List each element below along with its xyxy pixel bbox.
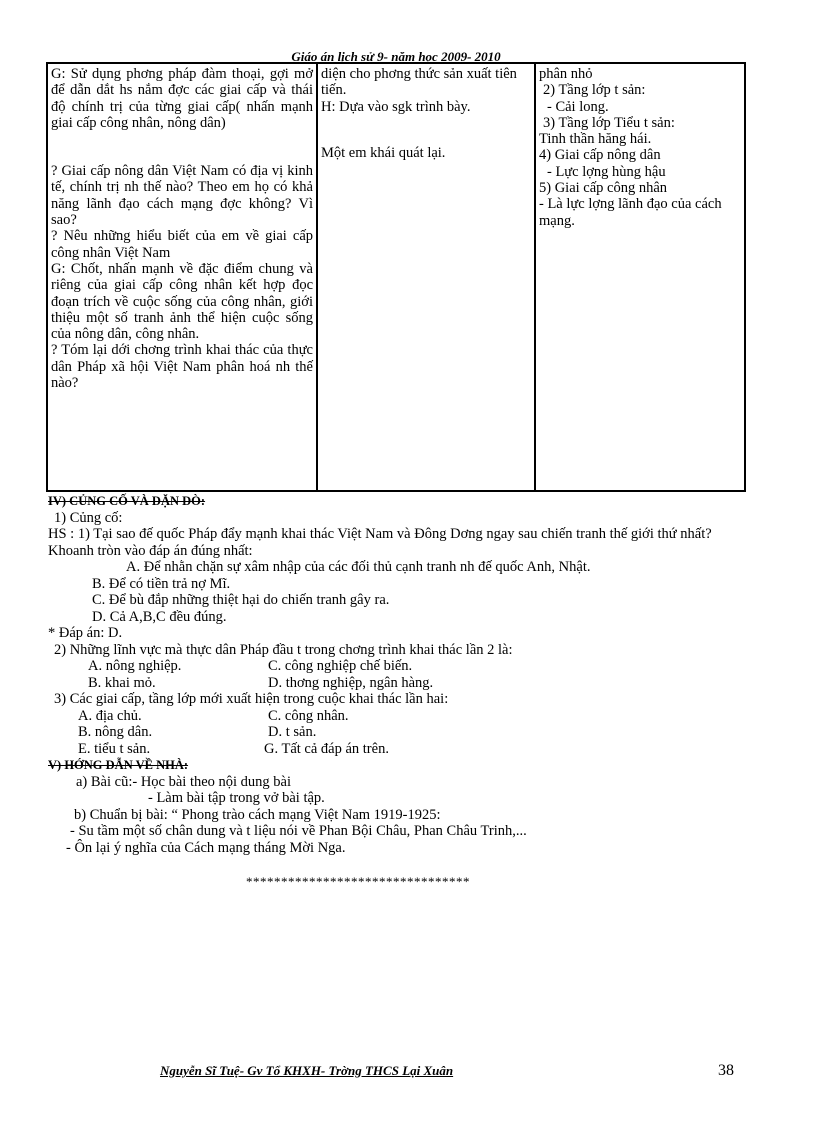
section-4-subtitle: 1) Củng cố: — [54, 509, 123, 526]
q2-options-row-2 — [48, 675, 748, 692]
q3-options-row-2 — [48, 724, 748, 741]
col1-para-5: ? Tóm lại dới chơng trình khai thác của thực dân Pháp xã hội Việt Nam phân hoá nh thế nào? — [51, 342, 313, 392]
col3-line-8: 5) Giai cấp công nhân — [539, 180, 668, 197]
q3-option-c: C. công nhân. — [268, 707, 349, 724]
q3-options-row-1 — [48, 708, 748, 725]
q3-option-e: E. tiểu t sản. — [78, 740, 151, 757]
section-4-title: IV) CỦNG CỐ VÀ DẶN DÒ: — [48, 494, 206, 508]
col3-line-3: - Cải long. — [547, 98, 609, 115]
col3-line-1: phân nhỏ — [539, 66, 593, 82]
q2-option-b: B. khai mỏ. — [88, 674, 156, 691]
col3-line-5: Tinh thần hăng hái. — [539, 131, 652, 148]
question-1: HS : 1) Tại sao đế quốc Pháp đẩy mạnh khai thác Việt Nam và Đông Dơng ngay sau chiến tranh thế giới thứ nhất? Khoanh tròn vào đáp án đúng nhất: — [48, 526, 712, 559]
col3-line-6: 4) Giai cấp nông dân — [539, 147, 661, 164]
page-header: Giáo án lịch sử 9- năm học 2009- 2010 — [291, 49, 501, 64]
col3-line-7: - Lực lợng hùng hậu — [547, 163, 666, 180]
lesson-body — [48, 493, 748, 856]
teacher-activities-cell — [47, 63, 317, 491]
lesson-table — [46, 62, 746, 492]
page-footer: Nguyễn Sĩ Tuệ- Gv Tổ KHXH- Trờng THCS Lại Xuân — [160, 1063, 454, 1078]
question-2: 2) Những lĩnh vực mà thực dân Pháp đầu t trong chơng trình khai thác lần 2 là: — [54, 641, 513, 658]
homework-exercises: - Làm bài tập trong vở bài tập. — [148, 790, 325, 806]
col3-line-2: 2) Tầng lớp t sản: — [543, 82, 646, 99]
homework-old-lesson: a) Bài cũ:- Học bài theo nội dung bài — [76, 773, 292, 790]
col2-para-2: H: Dựa vào sgk trình bày. — [321, 98, 471, 115]
question-3: 3) Các giai cấp, tầng lớp mới xuất hiện trong cuộc khai thác lần hai: — [54, 691, 449, 707]
q2-option-d: D. thơng nghiệp, ngân hàng. — [268, 674, 434, 691]
table-row — [47, 63, 745, 491]
homework-review: - Ôn lại ý nghĩa của Cách mạng tháng Mời Nga. — [66, 839, 346, 856]
q2-option-a: A. nông nghiệp. — [88, 658, 182, 674]
q1-option-a: A. Để nhằn chặn sự xâm nhập của các đối thủ cạnh tranh nh đế quốc Anh, Nhật. — [126, 559, 591, 575]
page-number: 38 — [718, 1062, 734, 1079]
q3-option-a: A. địa chủ. — [78, 707, 142, 724]
q3-option-d: D. t sản. — [268, 724, 317, 740]
q3-option-b: B. nông dân. — [78, 724, 153, 740]
homework-collect: - Su tầm một số chân dung và t liệu nói về Phan Bội Châu, Phan Châu Trinh,... — [70, 823, 527, 839]
col1-para-3: ? Nêu những hiểu biết của em về giai cấp công nhân Việt Nam — [51, 228, 313, 261]
q1-option-b: B. Để có tiền trả nợ Mĩ. — [92, 575, 231, 592]
q2-option-c: C. công nghiệp chế biến. — [268, 658, 413, 674]
q1-answer: * Đáp án: D. — [48, 625, 123, 641]
separator-stars: ******************************** — [246, 874, 470, 889]
q3-option-g: G. Tất cả đáp án trên. — [264, 740, 389, 757]
q2-options-row-1 — [48, 658, 748, 675]
content-cell — [535, 63, 745, 491]
student-activities-cell — [317, 63, 535, 491]
q1-option-d: D. Cả A,B,C đều đúng. — [92, 608, 227, 625]
col3-line-4: 3) Tầng lớp Tiểu t sản: — [543, 114, 675, 131]
col2-para-1: diện cho phơng thức sản xuất tiên tiến. — [321, 66, 517, 99]
col2-para-3: Một em khái quát lại. — [321, 144, 446, 161]
col1-para-1: G: Sử dụng phơng pháp đàm thoại, gợi mở để dẫn dắt hs nắm đợc các giai cấp và thái độ chính trị của từng giai cấp( nhấn mạnh giai cấp công nhân, nông dân) — [51, 66, 313, 131]
col3-line-9: - Là lực lợng lãnh đạo của cách mạng. — [539, 196, 722, 229]
section-5-title: V) HỚNG DẪN VỀ NHÀ: — [48, 758, 189, 772]
col1-para-2: ? Giai cấp nông dân Việt Nam có địa vị kinh tế, chính trị nh thế nào? Theo em họ có khả năng lãnh đạo cách mạng đợc không? Vì sao? — [51, 163, 313, 229]
homework-prepare: b) Chuẩn bị bài: “ Phong trào cách mạng Việt Nam 1919-1925: — [74, 806, 441, 823]
q1-option-c: C. Để bù đắp những thiệt hại do chiến tranh gây ra. — [92, 592, 390, 608]
col1-para-4: G: Chốt, nhấn mạnh về đặc điểm chung và riêng của giai cấp công nhân kết hợp đọc đoạn trích về cuộc sống của công nhân, giới thiệu một số tranh ảnh thể hiện cuộc sống của nông dân, công nhân. — [51, 260, 313, 343]
q3-options-row-3 — [48, 741, 748, 758]
